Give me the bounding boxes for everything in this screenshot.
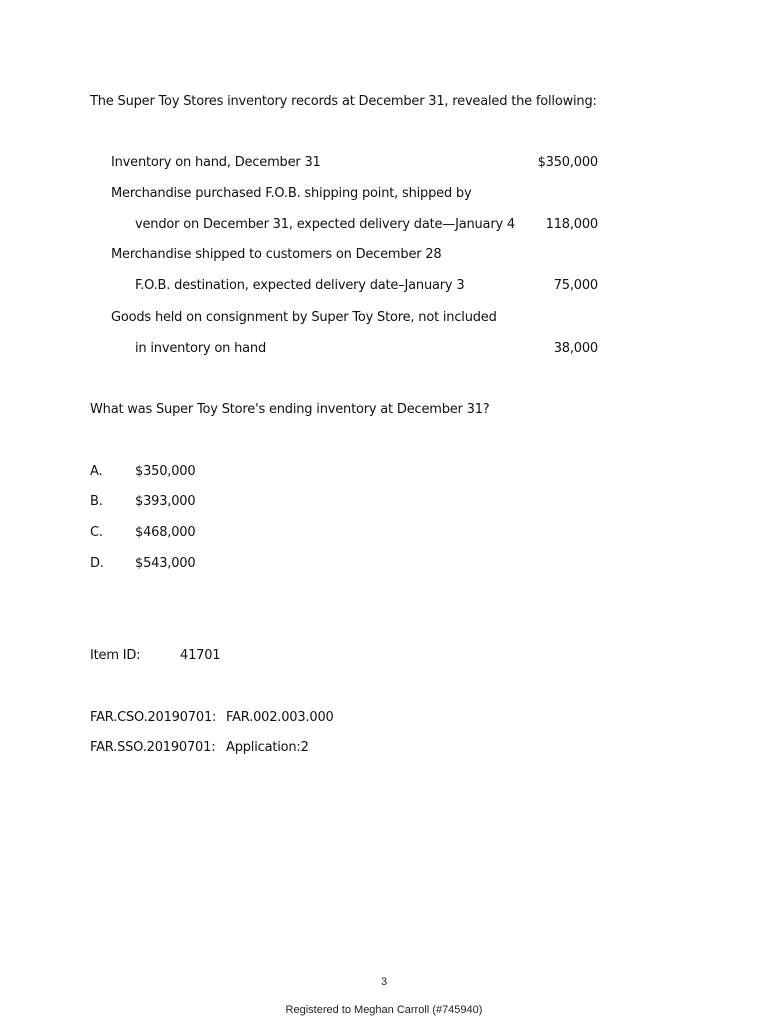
item-label: Goods held on consignment by Super Toy Store, not included	[111, 310, 497, 325]
choice-letter: B.	[90, 494, 103, 509]
item-amount: 38,000	[553, 341, 598, 356]
choice-letter: A.	[90, 464, 103, 479]
code-value: FAR.002.003.000	[226, 710, 334, 725]
item-label: vendor on December 31, expected delivery date—January 4	[135, 217, 515, 232]
choice-text: $350,000	[135, 464, 196, 479]
page-number: 3	[380, 976, 388, 988]
choice-text: $393,000	[135, 494, 196, 509]
item-amount: 118,000	[545, 217, 598, 232]
item-label: Merchandise shipped to customers on December 28	[111, 247, 442, 262]
code-value: Application:2	[226, 740, 309, 755]
choice-text: $468,000	[135, 525, 196, 540]
item-id-value: 41701	[180, 648, 221, 663]
item-label: Inventory on hand, December 31	[111, 155, 321, 170]
item-amount: 75,000	[553, 278, 598, 293]
choice-letter: C.	[90, 525, 103, 540]
intro-text: The Super Toy Stores inventory records at December 31, revealed the following:	[90, 94, 597, 109]
item-label: in inventory on hand	[135, 341, 267, 356]
item-amount: $350,000	[537, 155, 598, 170]
registration-text: Registered to Meghan Carroll (#745940)	[285, 1004, 483, 1016]
item-label: Merchandise purchased F.O.B. shipping point, shipped by	[111, 186, 472, 201]
code-label: FAR.CSO.20190701:	[90, 710, 217, 725]
choice-letter: D.	[90, 556, 104, 571]
item-label: F.O.B. destination, expected delivery date–January 3	[135, 278, 465, 293]
code-label: FAR.SSO.20190701:	[90, 740, 216, 755]
question-text: What was Super Toy Store's ending inventory at December 31?	[90, 402, 490, 417]
item-id-label: Item ID:	[90, 648, 141, 663]
choice-text: $543,000	[135, 556, 196, 571]
